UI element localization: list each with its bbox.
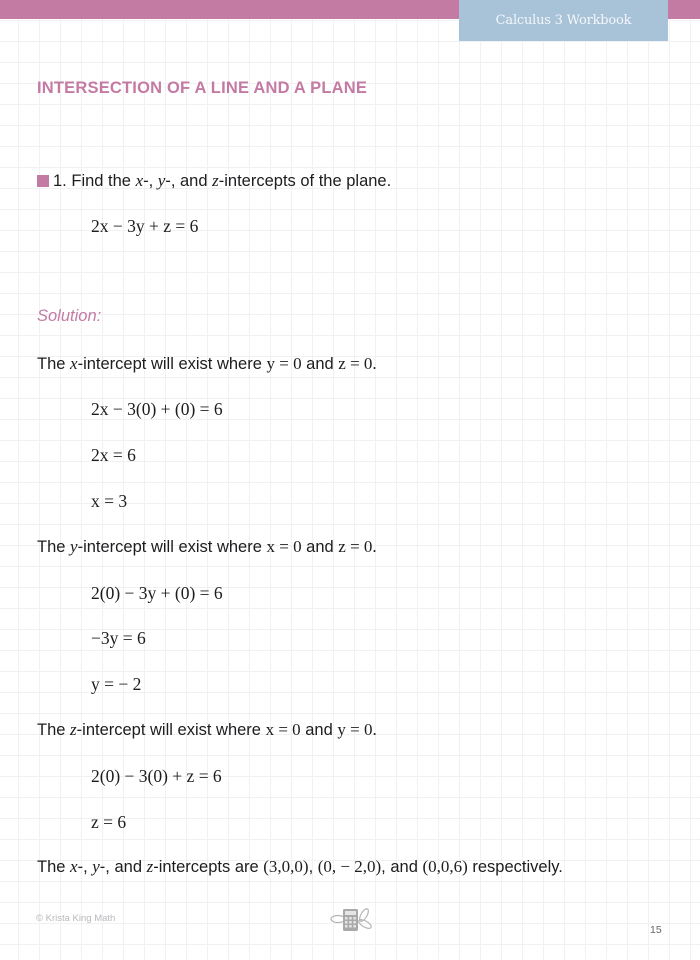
z-intercept-intro: The z-intercept will exist where x = 0 and y = 0. — [37, 720, 377, 739]
z-step-1: 2(0) − 3(0) + z = 6 — [91, 766, 222, 786]
x-step-1: 2x − 3(0) + (0) = 6 — [91, 399, 223, 419]
calculator-leaves-icon — [330, 906, 374, 934]
section-title: INTERSECTION OF A LINE AND A PLANE — [37, 79, 368, 97]
book-title: Calculus 3 Workbook — [495, 13, 632, 28]
problem-number: 1. — [53, 172, 67, 190]
y-step-1: 2(0) − 3y + (0) = 6 — [91, 583, 223, 603]
problem-equation: 2x − 3y + z = 6 — [91, 216, 199, 236]
y-step-3: y = − 2 — [91, 674, 142, 694]
y-intercept-intro: The y-intercept will exist where x = 0 and z = 0. — [37, 537, 377, 556]
solution-label: Solution: — [37, 307, 102, 325]
y-step-2: −3y = 6 — [91, 628, 146, 648]
page-number: 15 — [650, 924, 662, 936]
x-intercept-intro: The x-intercept will exist where y = 0 and z = 0. — [37, 354, 377, 373]
problem-statement: 1. Find the x-, y-, and z-intercepts of the plane. — [37, 171, 391, 191]
x-step-3: x = 3 — [91, 491, 128, 511]
copyright-text: © Krista King Math — [36, 913, 116, 924]
x-step-2: 2x = 6 — [91, 445, 136, 465]
conclusion: The x-, y-, and z-intercepts are (3,0,0), (0, − 2,0), and (0,0,6) respectively. — [37, 857, 563, 876]
problem-bullet-icon — [37, 175, 49, 187]
book-title-tab — [459, 0, 668, 41]
z-step-2: z = 6 — [91, 812, 127, 832]
